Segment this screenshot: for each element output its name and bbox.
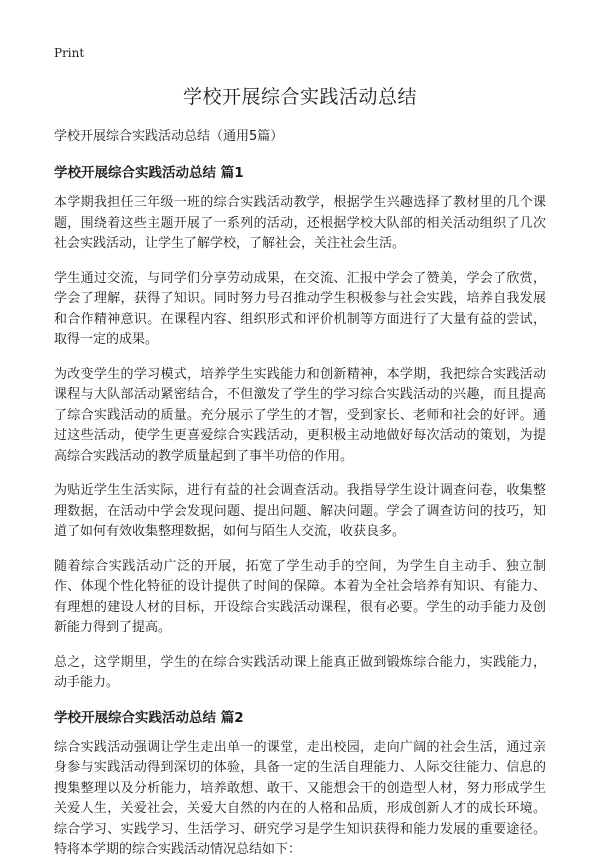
- section-heading: 学校开展综合实践活动总结 篇2: [54, 709, 244, 726]
- page-title: 学校开展综合实践活动总结: [182, 86, 417, 108]
- print-link[interactable]: Print: [54, 46, 85, 60]
- section-heading: 学校开展综合实践活动总结 篇1: [54, 165, 244, 181]
- paragraph: 为贴近学生生活实际，进行有益的社会调查活动。我指导学生设计调查问卷，收集整理数据，在活动中学会发现问题、提出问题、解决问题。学会了调查访问的技巧，知道了如何有效收集整理数据，如何与陌生人交流，收获良多。: [54, 483, 546, 539]
- paragraph: 本学期我担任三年级一班的综合实践活动教学，根据学生兴趣选择了教材里的几个课题，围绕着这些主题开展了一系列的活动，还根据学校大队部的相关活动组织了几次社会实践活动，让学生了解学校，了解社会，关注社会生活。: [54, 195, 546, 251]
- section-1: [54, 163, 546, 694]
- document-subtitle: 学校开展综合实践活动总结（通用5篇）: [54, 129, 284, 144]
- paragraph: 为改变学生的学习模式，培养学生实践能力和创新精神，本学期，我把综合实践活动课程与大队部活动紧密结合，不但激发了学生的学习综合实践活动的兴趣，而且提高了综合实践活动的质量。充分展示了学生的才智，受到家长、老师和社会的好评。通过这些活动，使学生更喜爱综合实践活动，更积极主动地做好每次活动的策划，为提高综合实践活动的教学质量起到了事半功倍的作用。: [54, 366, 546, 464]
- paragraph: 总之，这学期里，学生的在综合实践活动课上能真正做到锻炼综合能力，实践能力，动手能力。: [54, 654, 546, 690]
- paragraph: 学生通过交流，与同学们分享劳动成果，在交流、汇报中学会了赞美，学会了欣赏，学会了理解，获得了知识。同时努力号召推动学生积极参与社会实践，培养自我发展和合作精神意识。在课程内容、组织形式和评价机制等方面进行了大量有益的尝试，取得一定的成果。: [54, 270, 546, 347]
- section-2: [54, 708, 546, 861]
- paragraph: 随着综合实践活动广泛的开展，拓宽了学生动手的空间，为学生自主动手、独立制作、体现个性化特征的设计提供了时间的保障。本着为全社会培养有知识、有能力、有理想的建设人材的目标，开设综合实践活动课程，很有必要。学生的动手能力及创新能力得到了提高。: [54, 558, 546, 635]
- paragraph: 综合实践活动强调让学生走出单一的课堂，走出校园，走向广阔的社会生活，通过亲身参与实践活动得到深切的体验，具备一定的生活自理能力、人际交往能力、信息的搜集整理以及分析能力，培养敢想、敢干、又能想会干的创造型人材，努力形成学生关爱人生，关爱社会，关爱大自然的内在的人格和品质，形成创新人才的成长环境。综合学习、实践学习、生活学习、研究学习是学生知识获得和能力发展的重要途径。特将本学期的综合实践活动情况总结如下：: [54, 739, 546, 857]
